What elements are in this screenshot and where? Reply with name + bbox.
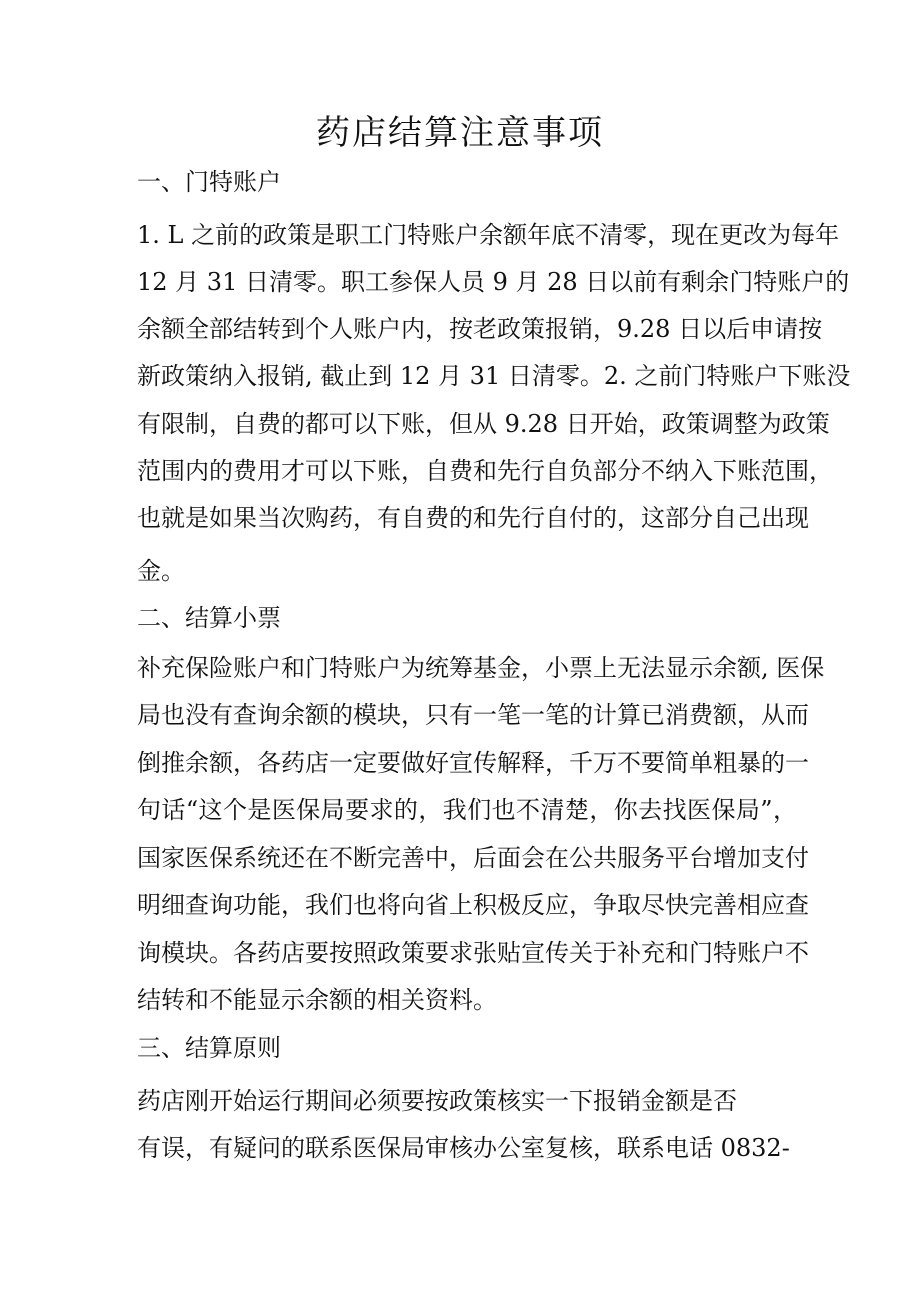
section-heading-1: 一、门特账户 (137, 168, 281, 196)
section-heading-2: 二、结算小票 (137, 604, 281, 632)
paragraph-line: 1. L 之前的政策是职工门特账户余额年底不清零，现在更改为每年 (137, 221, 840, 249)
paragraph-line: 明细查询功能，我们也将向省上积极反应，争取尽快完善相应查 (137, 891, 809, 919)
paragraph-line: 询模块。各药店要按照政策要求张贴宣传关于补充和门特账户不 (137, 939, 809, 967)
paragraph-line: 范围内的费用才可以下账，自费和先行自负部分不纳入下账范围， (137, 457, 833, 485)
document-title: 药店结算注意事项 (316, 113, 604, 153)
paragraph-line: 金。 (137, 557, 185, 585)
paragraph-line: 倒推余额，各药店一定要做好宣传解释，千万不要简单粗暴的一 (137, 749, 809, 777)
paragraph-line: 药店刚开始运行期间必须要按政策核实一下报销金额是否 (137, 1087, 737, 1115)
paragraph-line: 局也没有查询余额的模块，只有一笔一笔的计算已消费额，从而 (137, 701, 809, 729)
paragraph-line: 补充保险账户和门特账户为统筹基金，小票上无法显示余额, 医保 (137, 654, 825, 682)
paragraph-line: 12 月 31 日清零。职工参保人员 9 月 28 日以前有剩余门特账户的 (137, 268, 850, 296)
paragraph-line: 有限制，自费的都可以下账，但从 9.28 日开始，政策调整为政策 (137, 410, 830, 438)
section-heading-3: 三、结算原则 (137, 1034, 281, 1062)
paragraph-line: 也就是如果当次购药，有自费的和先行自付的，这部分自己出现 (137, 504, 809, 532)
paragraph-line: 有误，有疑问的联系医保局审核办公室复核，联系电话 0832- (137, 1134, 790, 1162)
paragraph-line: 结转和不能显示余额的相关资料。 (137, 986, 497, 1014)
paragraph-line: 余额全部结转到个人账户内，按老政策报销，9.28 日以后申请按 (137, 315, 823, 343)
paragraph-line: 句话“这个是医保局要求的，我们也不清楚，你去找医保局”， (137, 796, 797, 824)
paragraph-line: 国家医保系统还在不断完善中，后面会在公共服务平台增加支付 (137, 844, 809, 872)
paragraph-line: 新政策纳入报销, 截止到 12 月 31 日清零。2. 之前门特账户下账没 (137, 362, 851, 390)
